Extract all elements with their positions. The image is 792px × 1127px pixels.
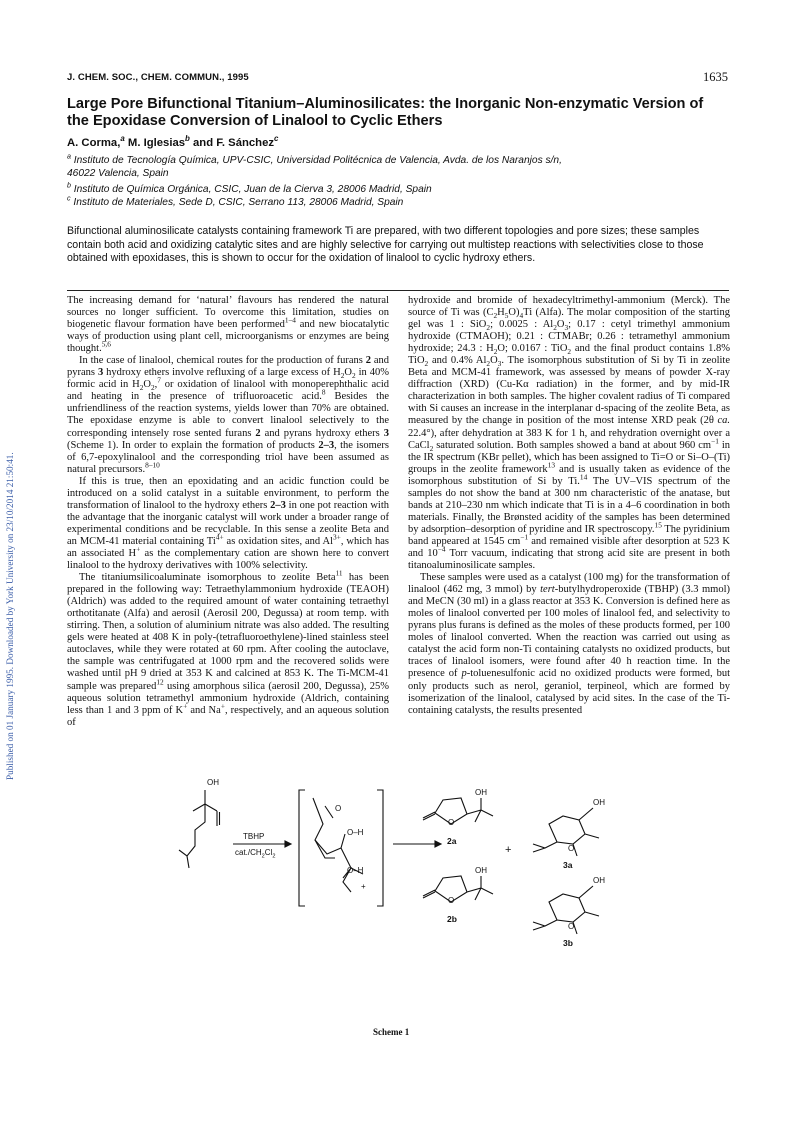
furan-2a-structure [423, 798, 493, 824]
page-number: 1635 [703, 70, 728, 84]
linalool-structure [179, 790, 220, 868]
left-bracket [299, 790, 305, 906]
compound-label-2a: 2a [447, 836, 457, 846]
compound-label-2b: 2b [447, 914, 457, 924]
oxygen-label: O [568, 922, 575, 931]
hydroxyl-label: OH [475, 788, 487, 797]
reagent-catalyst: $cat./CH_2Cl_2$ [235, 848, 276, 860]
hydroxy-bond-label: O–H [347, 866, 364, 875]
abstract: Bifunctional aluminosilicate catalysts containing framework Ti are prepared, with two different topologies and pore sizes; these samples contain both acid and oxidizing catalytic sites and are highly selective for carrying out multistep reactions with selectivities close to those obtained with epoxidases, this is shown to occur for the oxidation of linalool to cyclic hydroxy ethers. [67, 225, 704, 264]
hydroxyl-label: OH [207, 778, 219, 787]
oxygen-label: O [568, 844, 575, 853]
pyran-3b-structure [533, 886, 599, 934]
reaction-scheme [175, 778, 645, 1023]
pyran-3a-structure [533, 808, 599, 856]
right-bracket [377, 790, 383, 906]
compound-label-3b: 3b [563, 938, 573, 948]
oxygen-label: O [448, 896, 455, 905]
oxygen-label: O [448, 818, 455, 827]
left-column [67, 295, 389, 729]
paragraph: hydroxide and bromide of hexadecyltrimethyl-ammonium (Merck). The source of Ti was $(C_2H_5O)_4Ti$ (Alfa). The molar composition of the starting gel was 1 : SiO$_2$; 0.0025 : $Al_2O_3$; 0.17 : cetyl trimethyl ammonium hydroxide (CTMAOH); 0.21 : CTMABr; 0.26 : tetramethyl ammonium hydroxide; 24.3 : $H_2O$; 0.0167 : TiO$_2$ and the final product contains 1.8% TiO$_2$ and 0.4% $Al_2O_3$. The isomorphous substitution of Si by Ti in zeolite Beta and MCM-41 framework, was assessed by means of powder X-ray diffraction (XRD) (Cu-Kα radiation) in the former, and by mid-IR characterization in both samples. The higher covalent radius of Ti compared with Si causes an increase in the interplanar d-spacing of the zeolite Beta, as measured by the change in position of the most intense XRD peak (2θ ca. 22.4°), after dehydration at 383 K for 1 h, and rehydration overnight over a CaCl$_2$ saturated solution. Both samples showed a band at about 960 $cm^{-1}$ in the IR spectrum (KBr pellet), which has been assigned to Ti=O or Si–O–(Ti) groups in the zeolite framework$^{13}$ and is usually taken as evidence of the isomorphous substitution of Si by Ti.$^{14}$ The UV–VIS spectrum of the samples do not show the band at 300 nm characteristic of the anatase, but bands at 210–230 nm which indicate that Ti is in a 4–6 coordination in both materials. Finally, the Brønsted acidity of the samples has been determined by adsorption–desorption of pyridine and IR spectroscopy.$^{15}$ The pyridinium band appeared at 1545 $cm^{-1}$ and remained visible after desorption at 523 K and $10^{-4}$ Torr vacuum, indicating that strong acid site are present in both titanoaluminosilicate samples. [408, 295, 731, 572]
running-head: J. CHEM. SOC., CHEM. COMMUN., 1995 [67, 72, 249, 83]
abstract-rule [67, 290, 729, 291]
plus-sign: + [505, 844, 512, 856]
right-column [408, 295, 730, 717]
arrow-head [285, 841, 291, 847]
paragraph: In the case of linalool, chemical routes for the production of furans 2 and pyrans 3 hydroxy ethers involve refluxing of a large excess of $H_2O_2$ in 40% formic acid in $H_2O_2,^7$ or oxidation of linalool with monoperephthalic acid and heating in the presence of trifluoroacetic acid.$^8$ Besides the unfriendliness of the reaction systems, yields lower than 70% are obtained. The epoxidase enzyme is able to convert linalool selectively to the corresponding intensely rose sented furans 2 and pyrans hydroxy ethers 3 (Scheme 1). In order to explain the formation of products 2–3, the isomers of 6,7-epoxylinalool and the corresponding triol have been assumed as natural precursors.$^{8-10}$ [67, 355, 389, 475]
affiliation-a: $^a$ Instituto de Tecnología Química, UPV-CSIC, Universidad Politécnica de Valencia, Avda. de los Naranjos s/n, 46022 Valencia, Spain [67, 152, 562, 179]
scheme-caption: Scheme 1 [373, 1027, 410, 1037]
affiliation-c: $^c$ Instituto de Materiales, Sede D, CSIC, Serrano 113, 28006 Madrid, Spain [67, 194, 404, 208]
paragraph: The titaniumsilicoaluminate isomorphous to zeolite Beta$^{11}$ has been prepared in the following way: Tetraethylammonium hydroxide (TEAOH) (Aldrich) was added to the required amount of water containing tetraethyl orthotitanate (Alfa) and aerosil (Aerosil 200, Degussa) at room temp. with stirring. Then, a solution of aluminium nitrate was also added. The resulting gels were heated at 408 K in poly-(tetrafluoroethylene)-lined stainless steel autoclaves, while they were rotated at 60 rpm. After cooling the autoclave, the sample was centrifugated at 1000 rpm and the recovered solids were washed until pH 9 dried at 353 K and calcined at 853 K. The Ti-MCM-41 sample was prepared$^{12}$ using amorphous silica (aerosil 200, Degussa), 25% aqueous solution tetramethyl ammonium hydroxide (Aldrich, containing less than 1 and 3 ppm of K+ and Na+, respectively, and an aqueous solution of [67, 568, 389, 728]
article-title: Large Pore Bifunctional Titanium–Aluminosilicates: the Inorganic Non-enzymatic Version of the Epoxidase Conversion of Linalool to Cyclic Ethers [67, 96, 704, 129]
hydroxyl-label: OH [593, 798, 605, 807]
paragraph: These samples were used as a catalyst (100 mg) for the transformation of linalool (462 mg, 3 mmol) by tert-butylhydroperoxide (TBHP) (3.3 mmol) and MeCN (30 ml) in a glass reactor at 353 K. Conversion is defined here as moles of linalool converted per 100 moles of linalool fed, and selectivity to pyrans plus furans is defined as the moles of these products formed, per 100 moles of linalool converted. When the reaction was carried out using as catalyst the acid form non-Ti containing catalysts no oxidized products, but traces of linalool isomers, were found after 40 h reaction time. In the presence of p-toluenesulfonic acid no oxidized products were formed, but only products such as nerol, geraniol, terpineol, which are formed by isomerization of the linalool, catalysed by acid sites. In the case of the Ti-containing catalysts, the results presented [408, 572, 731, 716]
reagent-tbhp: TBHP [243, 832, 265, 841]
charge-label: + [361, 882, 366, 891]
furan-2b-structure [423, 876, 493, 902]
oxygen-label: O [335, 804, 342, 813]
compound-label-3a: 3a [563, 860, 573, 870]
download-watermark [2, 100, 18, 800]
affiliation-b: $^b$ Instituto de Química Orgánica, CSIC, Juan de la Cierva 3, 28006 Madrid, Spain [67, 181, 432, 195]
arrow-head [435, 841, 441, 847]
hydroxy-bond-label: O–H [347, 828, 364, 837]
hydroxyl-label: OH [593, 876, 605, 885]
hydroxyl-label: OH [475, 866, 487, 875]
paragraph: The increasing demand for ‘natural’ flavours has rendered the natural sources no longer sufficient. To overcome this limitation, studies on biogenetic flavour formation have been performed$^{1-4}$ and new biocatalytic ways of production using plant cell, microorganisms or enzymes are being thought.$^{5,6}$ [67, 295, 389, 355]
author-list: A. Corma,$^a$ M. Iglesias$^b$ and F. Sánchez$^c$ [67, 134, 279, 149]
scheme-structures [175, 778, 645, 1023]
download-note: Published on 01 January 1995. Downloaded by York University on 23/10/2014 21:50:41. [5, 452, 15, 780]
paragraph: If this is true, then an epoxidating and an acidic function could be introduced on a solid catalyst in a suitable environment, to perform the transformation of linalool to the hydroxy ethers 2–3 in one pot reaction with the advantage that the inorganic catalyst will work under a broader range of experimental conditions and be recyclable. In this sense a zeolite Beta and an MCM-41 material containing $Ti^{4+}$ as oxidation sites, and $Al^{3+}$, which has an associated H+ as the complementary cation are shown here to convert linalool to the hydroxy derivatives with 100% selectivity. [67, 475, 389, 572]
